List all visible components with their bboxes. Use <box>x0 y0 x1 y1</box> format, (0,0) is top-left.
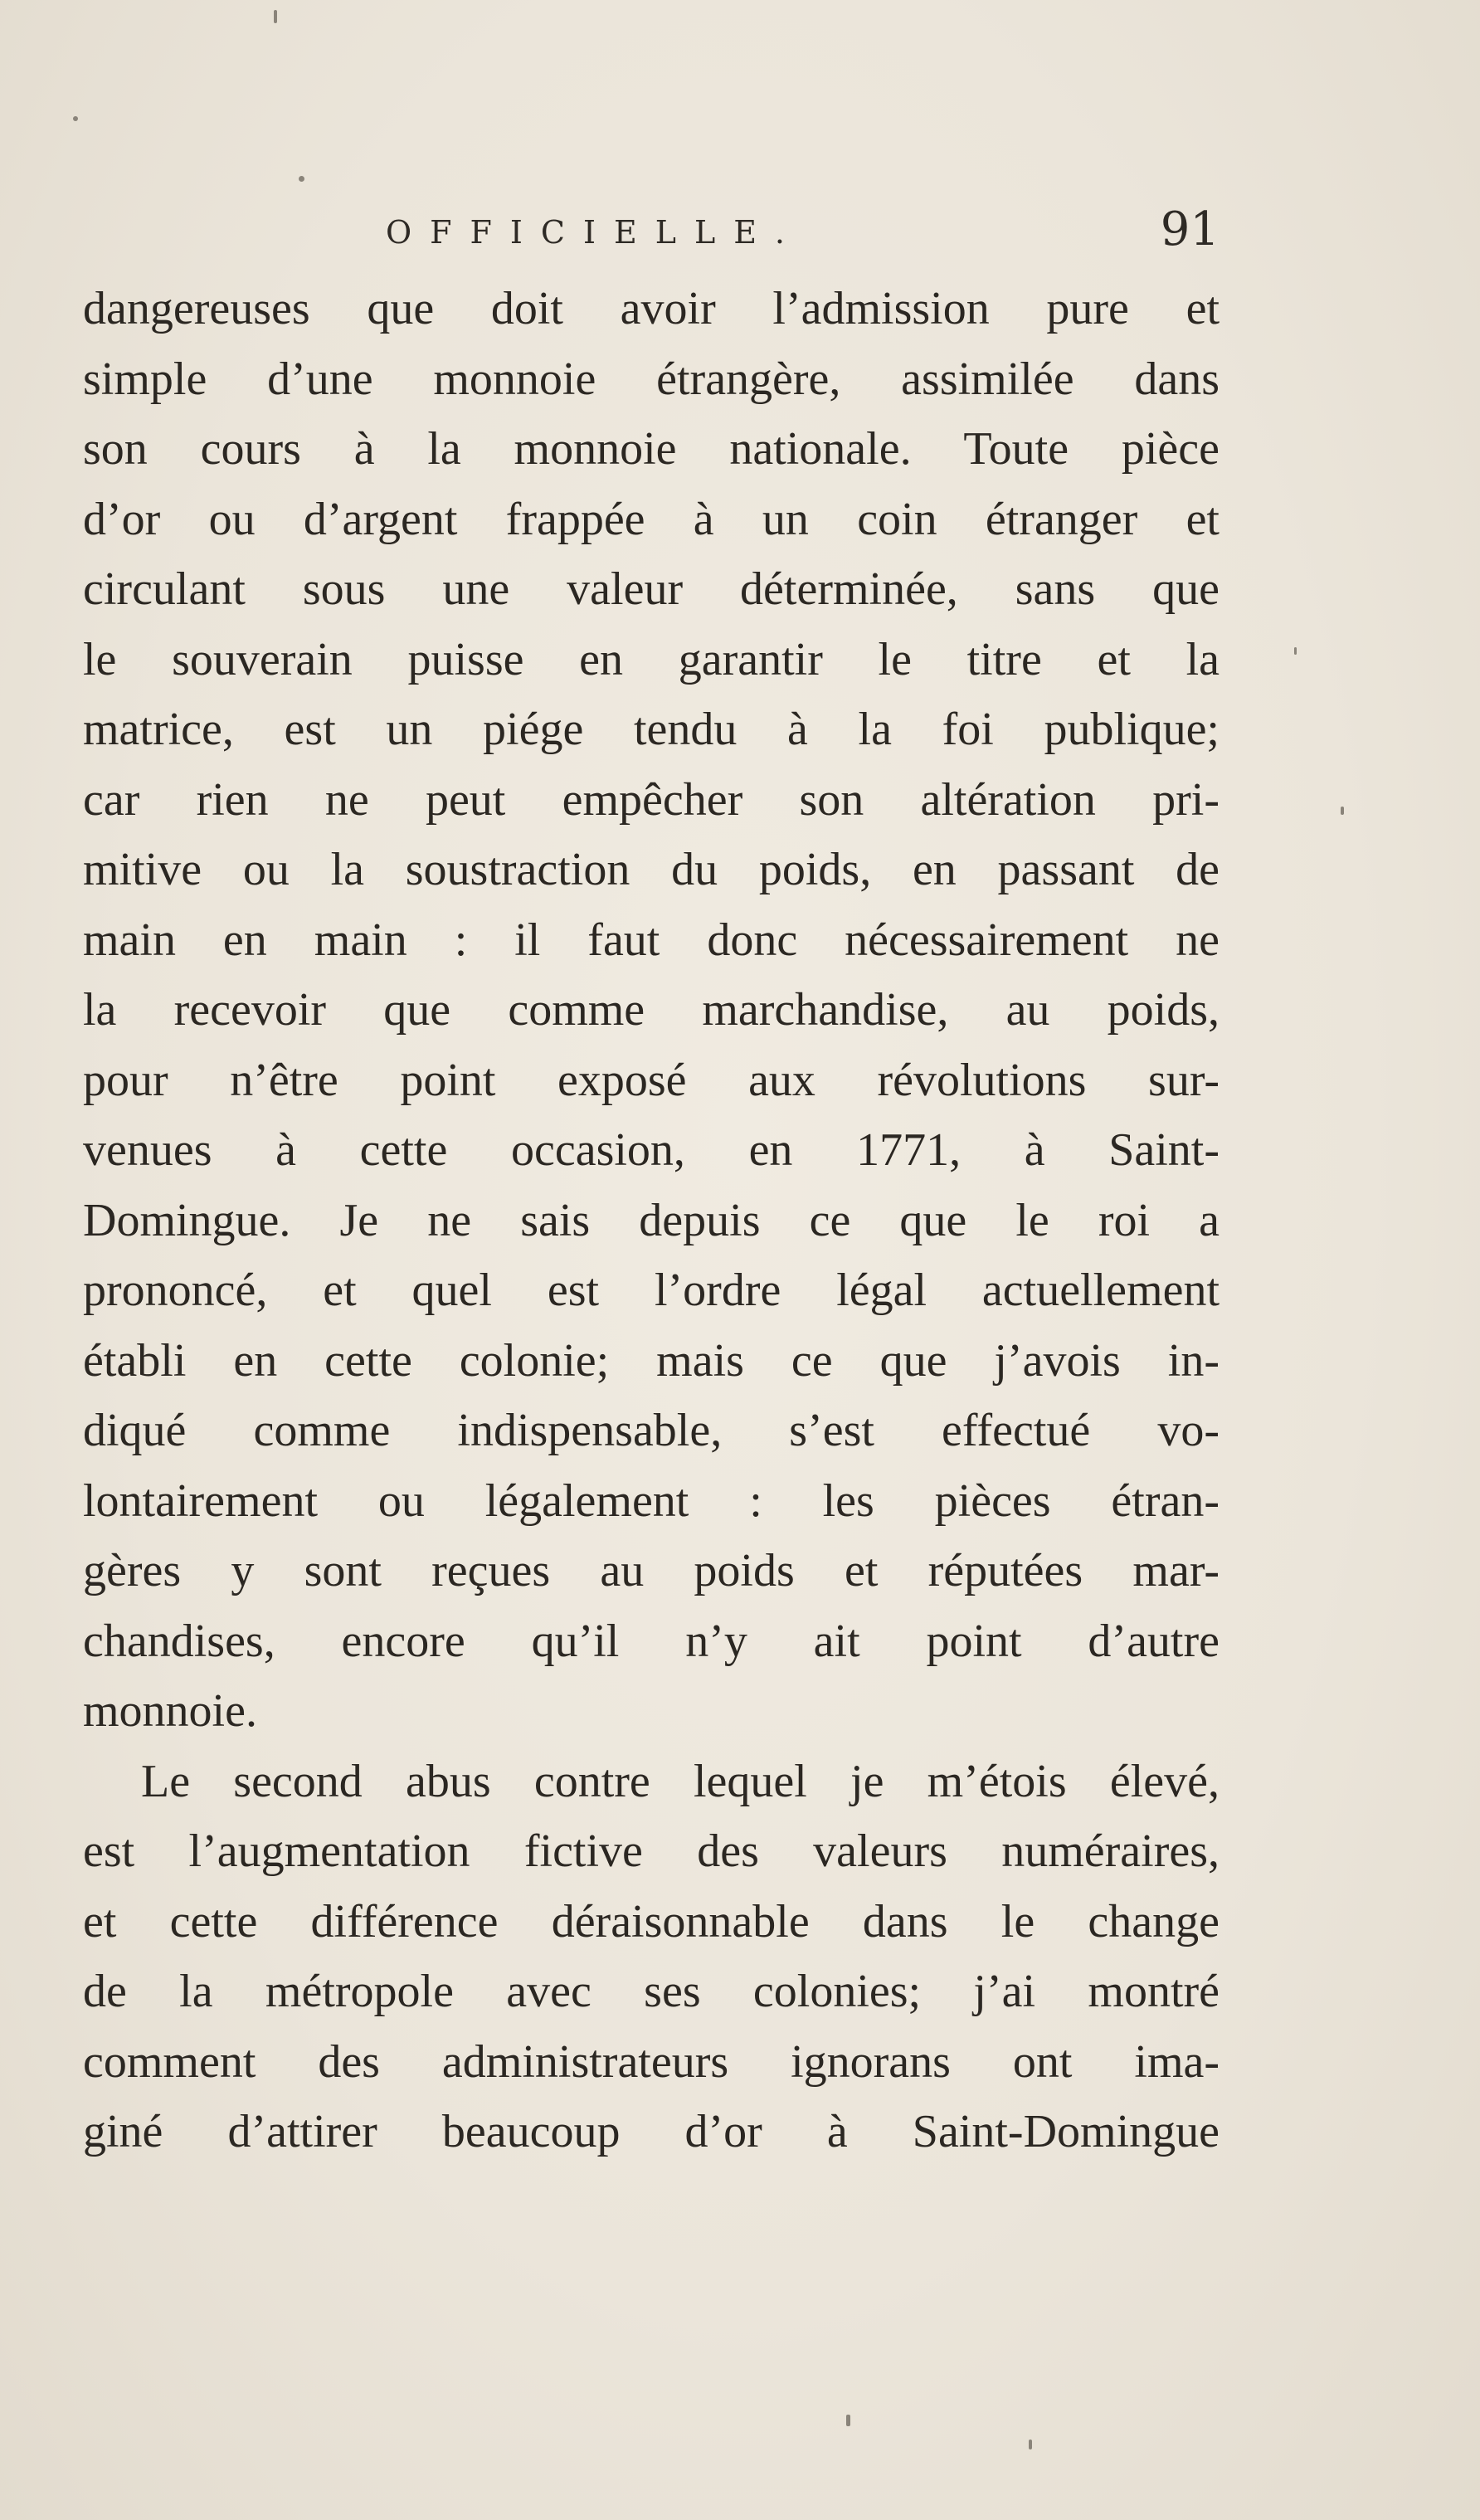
text-line: pour n’être point exposé aux révolutions sur- <box>83 1054 1220 1106</box>
text-line: de la métropole avec ses colonies; j’ai montré <box>83 1966 1220 2017</box>
text-line: monnoie. <box>83 1685 257 1737</box>
page-header <box>83 199 1220 266</box>
text-line: la recevoir que comme marchandise, au poids, <box>83 984 1220 1036</box>
text-line: venues à cette occasion, en 1771, à Saint- <box>83 1124 1220 1176</box>
text-line: simple d’une monnoie étrangère, assimilée dans <box>83 353 1220 405</box>
text-line: matrice, est un piége tendu à la foi publique; <box>83 704 1220 755</box>
text-line: lontairement ou légalement : les pièces étran- <box>83 1474 1220 1527</box>
text-line: Le second abus contre lequel je m’étois élevé, <box>141 1755 1220 1807</box>
running-head: OFFICIELLE. <box>386 214 804 251</box>
text-line: est l’augmentation fictive des valeurs numéraires, <box>83 1825 1220 1877</box>
text-line: comment des administrateurs ignorans ont ima- <box>83 2035 1220 2088</box>
text-line: d’or ou d’argent frappée à un coin étranger et <box>83 493 1220 545</box>
body-text <box>83 274 1220 2167</box>
text-line: dangereuses que doit avoir l’admission pure et <box>83 283 1220 334</box>
text-line: établi en cette colonie; mais ce que j’avois in- <box>83 1334 1220 1387</box>
text-line: chandises, encore qu’il n’y ait point d’autre <box>83 1615 1220 1667</box>
page-number: 91 <box>1160 202 1220 256</box>
text-line: gères y sont reçues au poids et réputées mar- <box>83 1545 1220 1596</box>
text-line: mitive ou la soustraction du poids, en passant de <box>83 844 1220 895</box>
text-line: diqué comme indispensable, s’est effectué vo- <box>83 1405 1220 1456</box>
text-line: son cours à la monnoie nationale. Toute pièce <box>83 423 1220 475</box>
text-line: main en main : il faut donc nécessairement ne <box>83 914 1220 966</box>
text-line: car rien ne peut empêcher son altération pri- <box>83 773 1220 826</box>
text-line: le souverain puisse en garantir le titre et la <box>83 633 1220 685</box>
text-line: Domingue. Je ne sais depuis ce que le roi a <box>83 1194 1220 1246</box>
text-line: circulant sous une valeur déterminée, sans que <box>83 563 1220 615</box>
text-line: prononcé, et quel est l’ordre légal actuellement <box>83 1265 1220 1316</box>
paragraph-1 <box>83 274 1220 1747</box>
text-line: et cette différence déraisonnable dans le change <box>83 1895 1220 1947</box>
paragraph-2 <box>83 1747 1220 2167</box>
text-line: giné d’attirer beaucoup d’or à Saint-Domingue <box>83 2106 1220 2157</box>
